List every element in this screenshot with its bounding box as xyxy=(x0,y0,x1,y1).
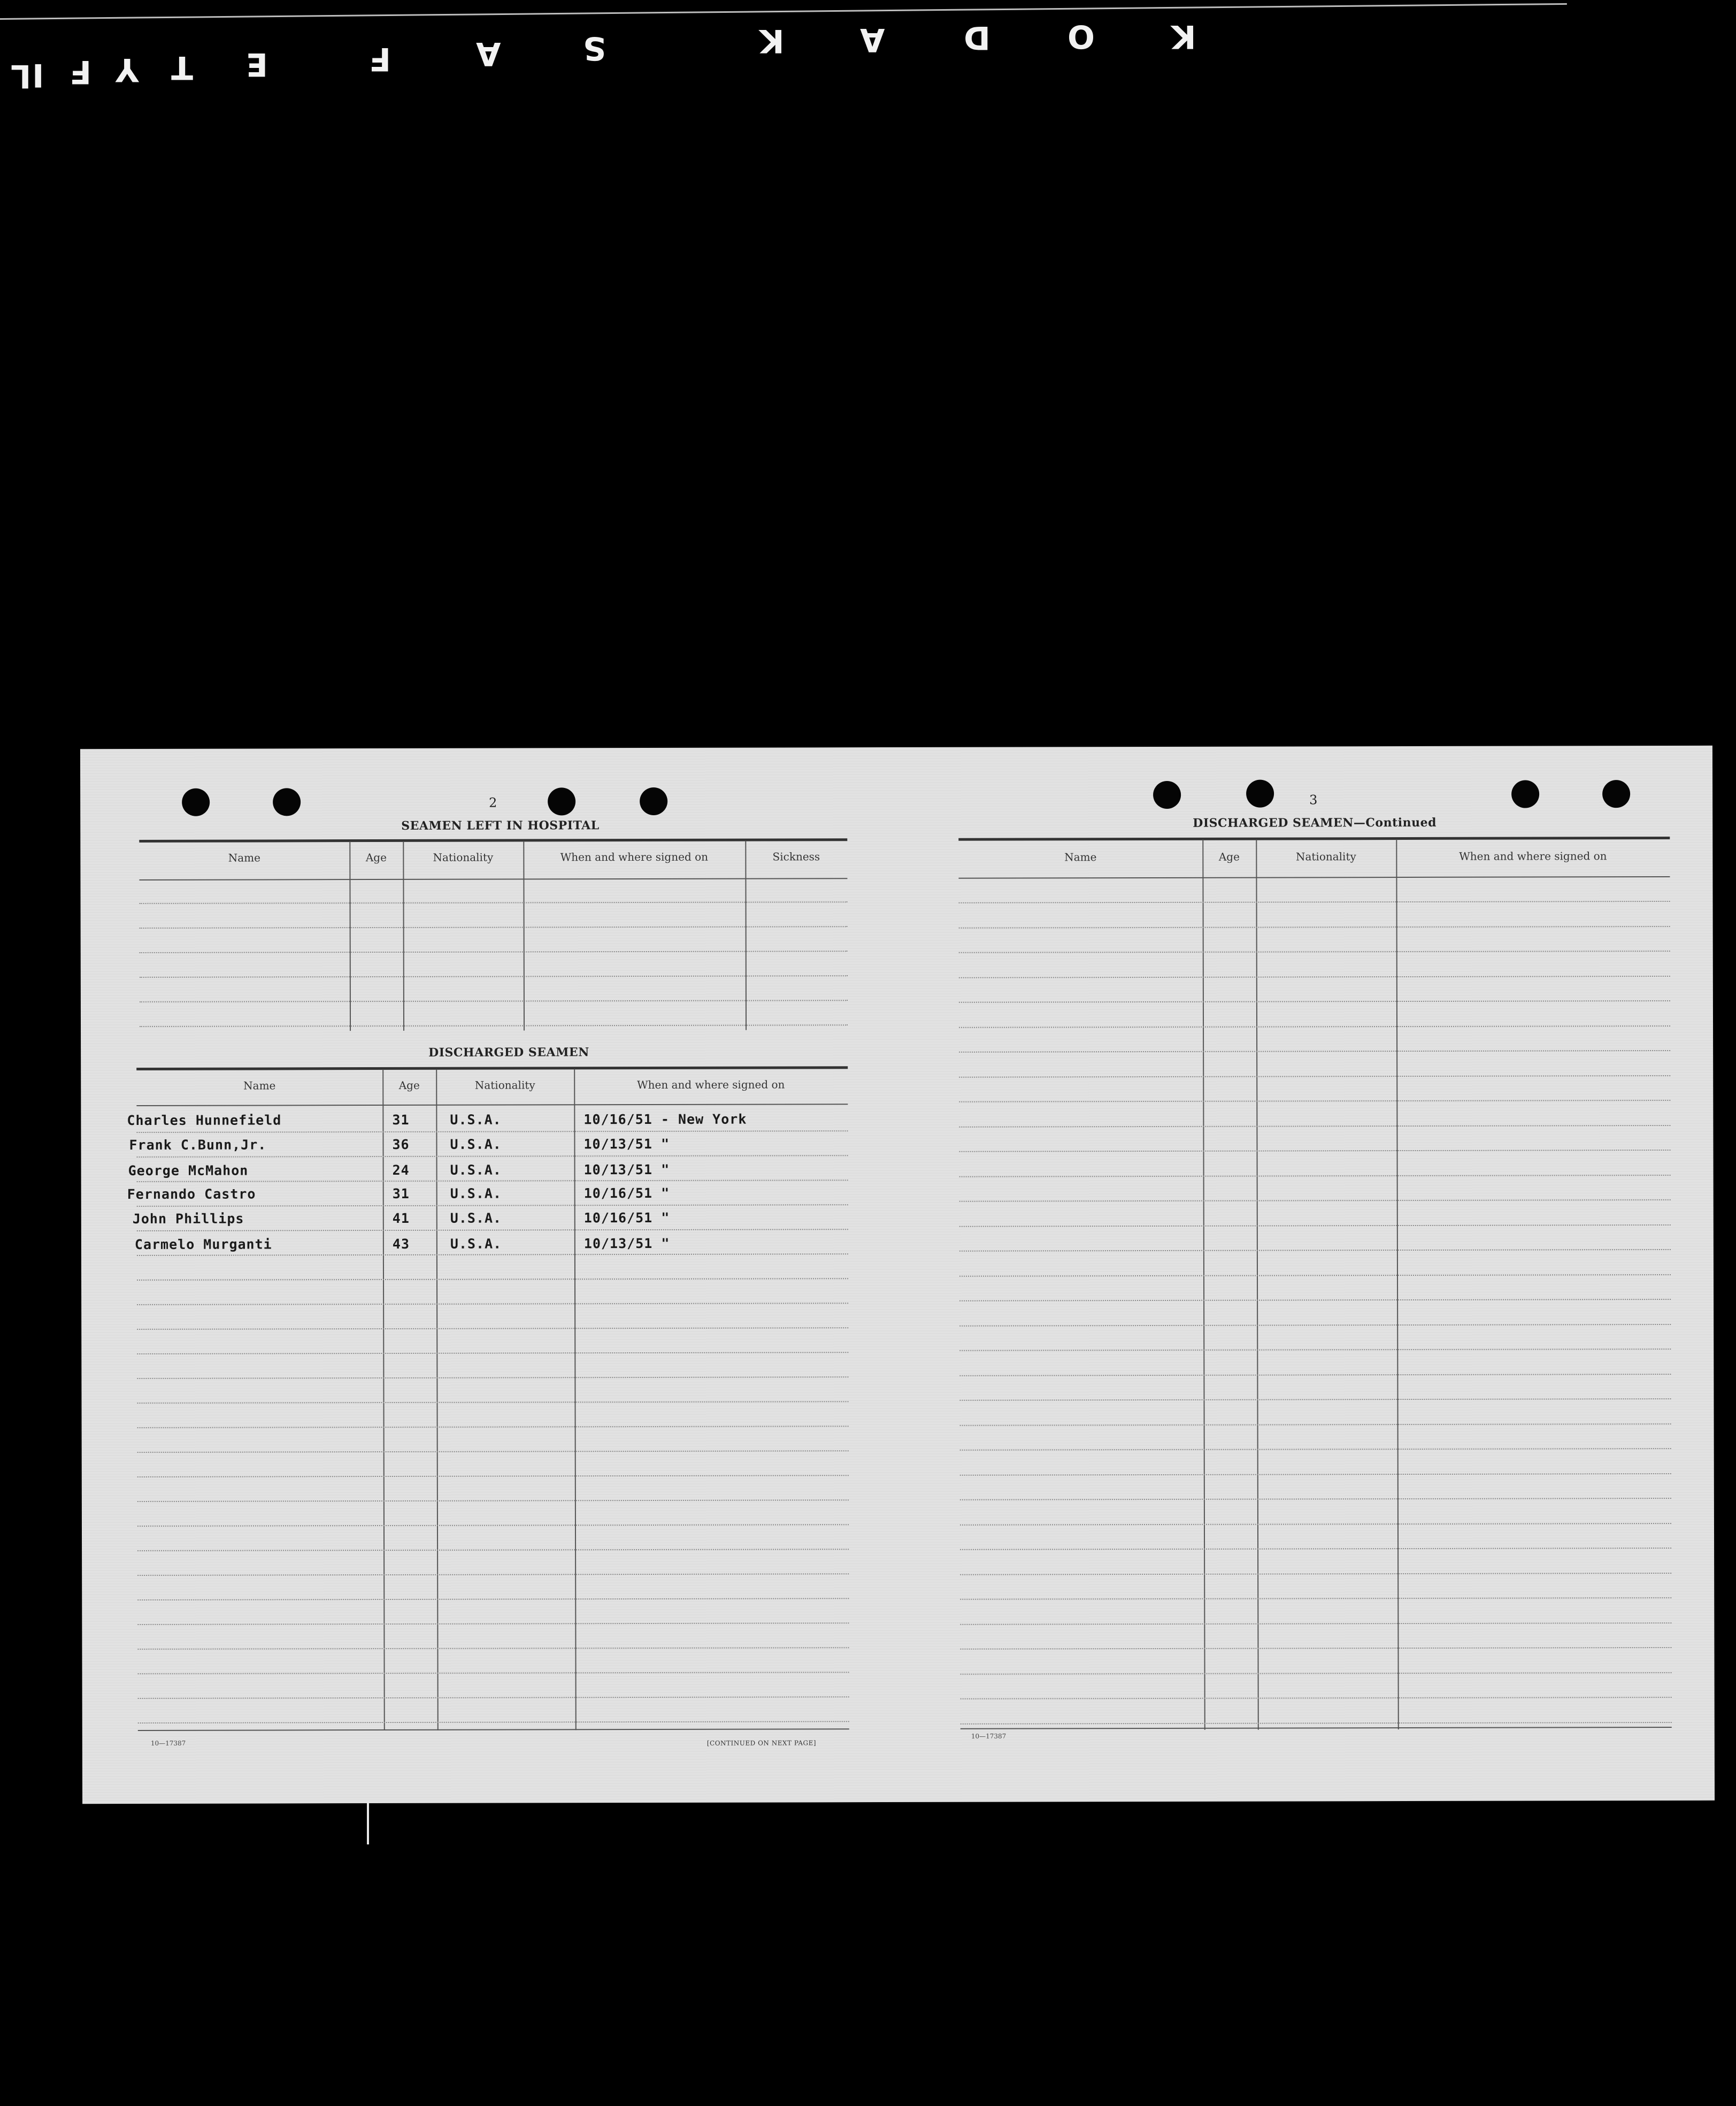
column-divider xyxy=(1202,840,1205,1730)
discharged-row-name: George McMahon xyxy=(128,1162,249,1179)
discharged-row-nationality: U.S.A. xyxy=(450,1210,502,1226)
discharged-row-nationality: U.S.A. xyxy=(450,1136,502,1152)
table-row-line xyxy=(137,1499,849,1502)
left-page-number: 2 xyxy=(489,795,497,810)
film-edge-glyph: S xyxy=(583,29,606,67)
column-divider xyxy=(403,841,404,1031)
table-row-line xyxy=(137,1450,849,1453)
table-top-rule xyxy=(139,838,847,843)
punch-hole xyxy=(273,788,301,816)
column-header-name: Name xyxy=(243,1079,276,1092)
table-row-line xyxy=(960,1622,1671,1625)
table-row-line xyxy=(959,1124,1670,1127)
discharged-row-nationality: U.S.A. xyxy=(450,1236,502,1252)
table-row-line xyxy=(959,925,1670,928)
discharged-row-name: Frank C.Bunn,Jr. xyxy=(129,1137,267,1153)
hospital-section-title: SEAMEN LEFT IN HOSPITAL xyxy=(401,818,600,833)
left-form-number: 10—17387 xyxy=(150,1739,186,1747)
table-row-line xyxy=(959,1224,1671,1227)
column-header-signed-on: When and where signed on xyxy=(1459,849,1607,863)
table-row-line xyxy=(137,1622,849,1625)
right-section-title: DISCHARGED SEAMEN—Continued xyxy=(1193,815,1437,830)
table-row-line xyxy=(960,1423,1671,1426)
table-row-line xyxy=(961,1721,1672,1724)
film-edge-glyph: K xyxy=(1171,18,1196,55)
discharged-row-signed-on: 10/13/51 " xyxy=(583,1235,670,1252)
discharged-row-name: John Phillips xyxy=(132,1211,244,1227)
column-divider xyxy=(523,841,525,1030)
film-edge-glyph: K xyxy=(759,22,785,59)
column-header-age: Age xyxy=(398,1078,420,1092)
column-header-age: Age xyxy=(365,851,387,864)
table-row-line xyxy=(137,1475,849,1477)
table-header-rule xyxy=(136,1104,848,1106)
table-row-line xyxy=(961,1672,1672,1674)
table-row-line xyxy=(959,1398,1671,1401)
table-row-line xyxy=(959,951,1670,953)
table-row-line xyxy=(959,1174,1671,1177)
film-edge-glyph: E xyxy=(246,45,268,83)
discharged-row-age: 31 xyxy=(392,1112,410,1128)
punch-hole xyxy=(640,787,667,815)
table-row-line xyxy=(137,1573,849,1576)
table-row-line xyxy=(960,1522,1671,1525)
column-header-age: Age xyxy=(1218,850,1240,863)
table-row-line xyxy=(137,1647,849,1650)
table-bottom-rule xyxy=(961,1727,1672,1729)
table-row-line xyxy=(959,1323,1671,1326)
table-row-line xyxy=(137,1180,848,1182)
film-edge-glyph: A xyxy=(860,21,885,58)
table-row-line xyxy=(959,1349,1671,1351)
table-row-line xyxy=(137,1253,848,1256)
discharged-row-signed-on: 10/13/51 " xyxy=(583,1136,670,1152)
discharged-row-nationality: U.S.A. xyxy=(450,1185,502,1201)
table-row-line xyxy=(960,1597,1671,1600)
table-row-line xyxy=(140,951,848,953)
table-row-line xyxy=(137,1549,849,1551)
column-header-nationality: Nationality xyxy=(433,851,494,864)
table-row-line xyxy=(959,1299,1671,1301)
column-header-nationality: Nationality xyxy=(1295,850,1356,863)
table-row-line xyxy=(960,1448,1671,1451)
table-row-line xyxy=(138,1672,849,1674)
table-row-line xyxy=(959,1199,1671,1202)
film-edge-glyph: F xyxy=(369,40,391,78)
table-row-line xyxy=(140,1000,848,1002)
table-row-line xyxy=(137,1204,848,1207)
column-divider xyxy=(436,1069,439,1730)
table-row-line xyxy=(137,1303,848,1305)
table-row-line xyxy=(959,1025,1670,1028)
column-divider xyxy=(382,1069,385,1730)
table-row-line xyxy=(959,1050,1670,1053)
column-header-name: Name xyxy=(228,851,260,864)
discharged-continued-table xyxy=(958,837,1671,1732)
film-scratch xyxy=(367,1802,369,1844)
table-row-line xyxy=(959,1274,1671,1276)
punch-hole xyxy=(548,787,575,815)
film-edge-glyph: O xyxy=(1067,18,1095,55)
table-row-line xyxy=(959,1100,1670,1102)
table-row-line xyxy=(959,1000,1670,1003)
discharged-section-title: DISCHARGED SEAMEN xyxy=(428,1045,589,1060)
continued-note: [CONTINUED ON NEXT PAGE] xyxy=(706,1739,817,1747)
column-header-sickness: Sickness xyxy=(772,850,820,863)
discharged-row-age: 36 xyxy=(392,1136,410,1152)
discharged-table xyxy=(127,1066,849,1732)
table-row-line xyxy=(137,1426,849,1428)
table-row-line xyxy=(137,1401,848,1404)
film-edge-glyph: T xyxy=(171,49,193,86)
film-edge-glyph: A xyxy=(476,35,501,72)
column-header-signed-on: When and where signed on xyxy=(637,1078,785,1092)
film-edge-glyph: L xyxy=(11,57,32,95)
table-row-line xyxy=(137,1155,848,1158)
punch-hole xyxy=(1153,781,1181,809)
table-row-line xyxy=(960,1548,1671,1550)
film-edge-glyph: D xyxy=(964,19,990,56)
column-divider xyxy=(1396,839,1399,1729)
table-row-line xyxy=(959,1075,1670,1077)
discharged-row-signed-on: 10/13/51 " xyxy=(583,1161,670,1178)
table-header-rule xyxy=(139,878,847,880)
column-divider xyxy=(349,841,351,1031)
film-edge-lettering xyxy=(0,0,1567,96)
table-row-line xyxy=(138,1721,849,1724)
table-top-rule xyxy=(958,837,1670,841)
film-edge-glyph: I xyxy=(32,56,44,94)
table-row-line xyxy=(137,1352,848,1354)
table-row-line xyxy=(140,901,848,904)
table-row-line xyxy=(961,1697,1672,1699)
column-header-nationality: Nationality xyxy=(474,1078,535,1092)
table-row-line xyxy=(959,901,1670,903)
discharged-row-age: 24 xyxy=(392,1162,410,1178)
table-row-line xyxy=(137,1376,848,1379)
table-row-line xyxy=(140,1024,848,1027)
discharged-row-name: Fernando Castro xyxy=(127,1186,256,1203)
table-row-line xyxy=(136,1130,848,1133)
film-edge-glyph: F xyxy=(70,53,91,90)
table-row-line xyxy=(960,1498,1671,1500)
film-edge-line xyxy=(0,3,1567,20)
table-row-line xyxy=(137,1524,849,1527)
column-header-name: Name xyxy=(1064,851,1097,864)
discharged-row-age: 31 xyxy=(392,1185,410,1201)
table-row-line xyxy=(140,975,848,978)
discharged-row-name: Carmelo Murganti xyxy=(134,1236,272,1252)
ledger-sheet xyxy=(80,746,1715,1804)
table-row-line xyxy=(960,1473,1671,1475)
column-header-signed-on: When and where signed on xyxy=(560,850,709,864)
discharged-row-signed-on: 10/16/51 " xyxy=(583,1185,670,1201)
discharged-row-age: 43 xyxy=(392,1236,410,1252)
table-header-rule xyxy=(958,876,1670,879)
punch-hole xyxy=(1511,780,1539,808)
table-row-line xyxy=(959,1150,1671,1152)
table-row-line xyxy=(137,1278,848,1281)
punch-hole xyxy=(1246,780,1274,808)
table-row-line xyxy=(959,975,1670,978)
right-form-number: 10—17387 xyxy=(971,1732,1007,1740)
table-row-line xyxy=(137,1327,848,1330)
column-divider xyxy=(1256,840,1258,1730)
table-row-line xyxy=(140,926,848,929)
table-bottom-rule xyxy=(138,1728,849,1731)
discharged-row-signed-on: 10/16/51 " xyxy=(583,1209,670,1226)
table-row-line xyxy=(959,1373,1671,1376)
column-divider xyxy=(574,1069,577,1730)
column-divider xyxy=(745,841,747,1030)
table-row-line xyxy=(137,1229,848,1231)
table-row-line xyxy=(960,1647,1671,1650)
punch-hole xyxy=(182,788,210,816)
table-row-line xyxy=(137,1598,849,1600)
discharged-row-nationality: U.S.A. xyxy=(450,1112,502,1128)
table-row-line xyxy=(960,1572,1671,1575)
table-top-rule xyxy=(136,1066,848,1070)
film-edge-glyph: Y xyxy=(116,51,139,88)
table-row-line xyxy=(138,1696,849,1699)
punch-hole xyxy=(1602,780,1630,808)
discharged-row-age: 41 xyxy=(392,1210,410,1226)
discharged-row-nationality: U.S.A. xyxy=(450,1162,502,1178)
right-page-number: 3 xyxy=(1309,792,1318,808)
table-row-line xyxy=(959,1249,1671,1252)
hospital-table xyxy=(139,838,848,1032)
discharged-row-name: Charles Hunnefield xyxy=(127,1112,282,1129)
discharged-row-signed-on: 10/16/51 - New York xyxy=(583,1111,747,1128)
